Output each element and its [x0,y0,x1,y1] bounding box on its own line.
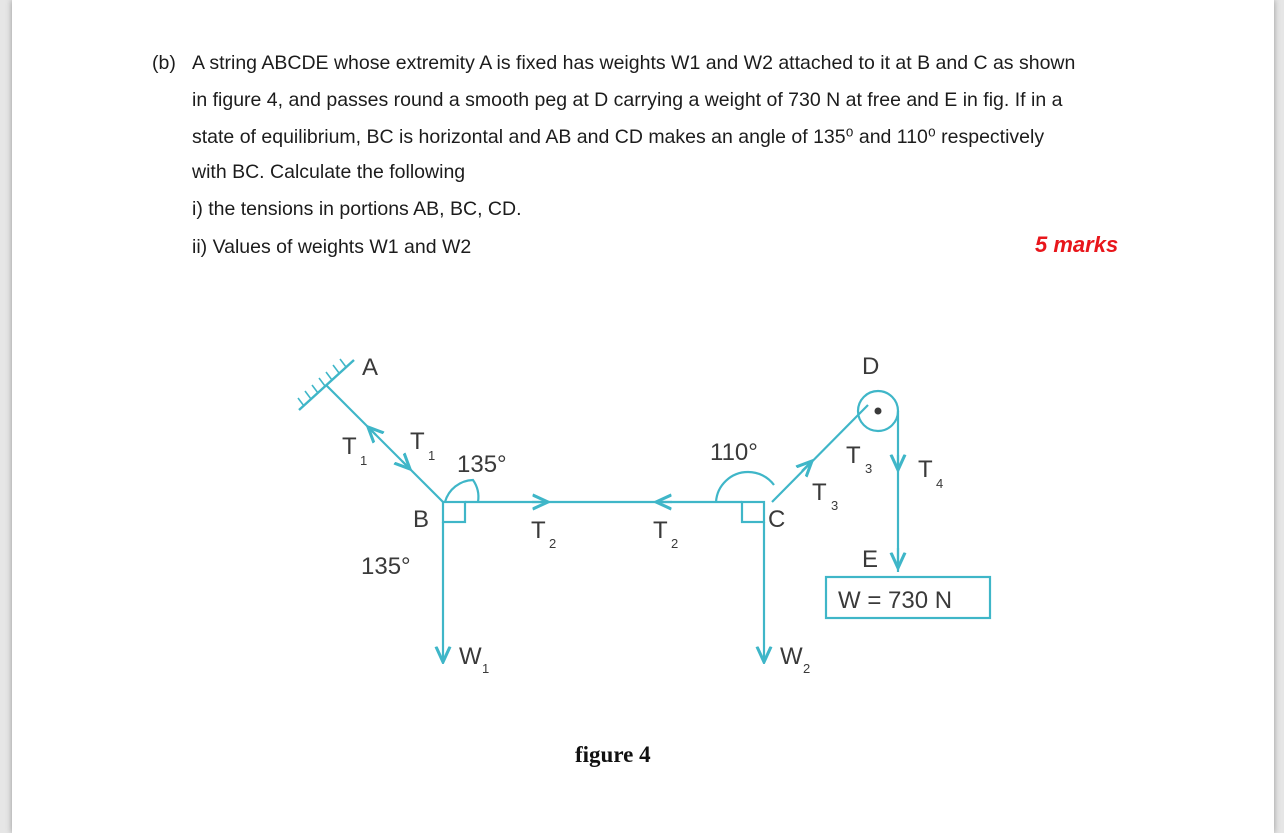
tension-arrow-T1-upper [368,427,376,435]
label-A: A [362,354,379,381]
weight-box-label: W = 730 N [838,587,953,614]
label-T2-right: T [653,517,668,544]
question-line-1: A string ABCDE whose extremity A is fixed has weights W1 and W2 attached to it at B and C as shown [192,52,1076,74]
label-W2: W [780,643,803,670]
label-angle-C: 110° [710,439,758,466]
label-T4: T [918,456,933,483]
question-label: (b) [152,52,176,74]
label-T3-lower: T [812,479,827,506]
label-angle-B: 135° [457,451,507,478]
node-C [742,502,764,522]
peg-center [875,408,882,415]
label-B: B [413,506,430,533]
label-E: E [862,546,879,573]
angle-arc-B [445,480,478,502]
marks-label: 5 marks [1035,232,1119,257]
question-line-3: state of equilibrium, BC is horizontal and AB and CD makes an angle of 135⁰ and 110⁰ respectively [192,126,1045,148]
label-T2-left-sub: 2 [549,536,557,551]
label-T3-lower-sub: 3 [831,498,839,513]
tension-arrow-T3 [802,461,812,471]
label-T1-left-sub: 1 [360,453,368,468]
label-T1-right-sub: 1 [428,448,436,463]
label-W1: W [459,643,482,670]
label-T2-right-sub: 2 [671,536,679,551]
question-line-2: in figure 4, and passes round a smooth peg at D carrying a weight of 730 N at free and E in fig. If in a [192,89,1063,111]
label-C: C [768,506,786,533]
label-T1-right: T [410,428,425,455]
angle-arc-C [716,472,774,502]
label-W2-sub: 2 [803,661,811,676]
label-T2-left: T [531,517,546,544]
question-line-4: with BC. Calculate the following [192,161,466,183]
label-T3-upper-sub: 3 [865,461,873,476]
question-part-i: i) the tensions in portions AB, BC, CD. [192,198,522,220]
label-T4-sub: 4 [936,476,944,491]
label-T3-upper: T [846,442,861,469]
label-angle-B-lower: 135° [361,553,411,580]
tension-arrow-T1-lower [402,461,410,469]
label-D: D [862,353,880,380]
label-W1-sub: 1 [482,661,490,676]
node-B [443,502,465,522]
question-part-ii: ii) Values of weights W1 and W2 [192,236,472,258]
figure-caption: figure 4 [575,742,651,767]
label-T1-left: T [342,433,357,460]
